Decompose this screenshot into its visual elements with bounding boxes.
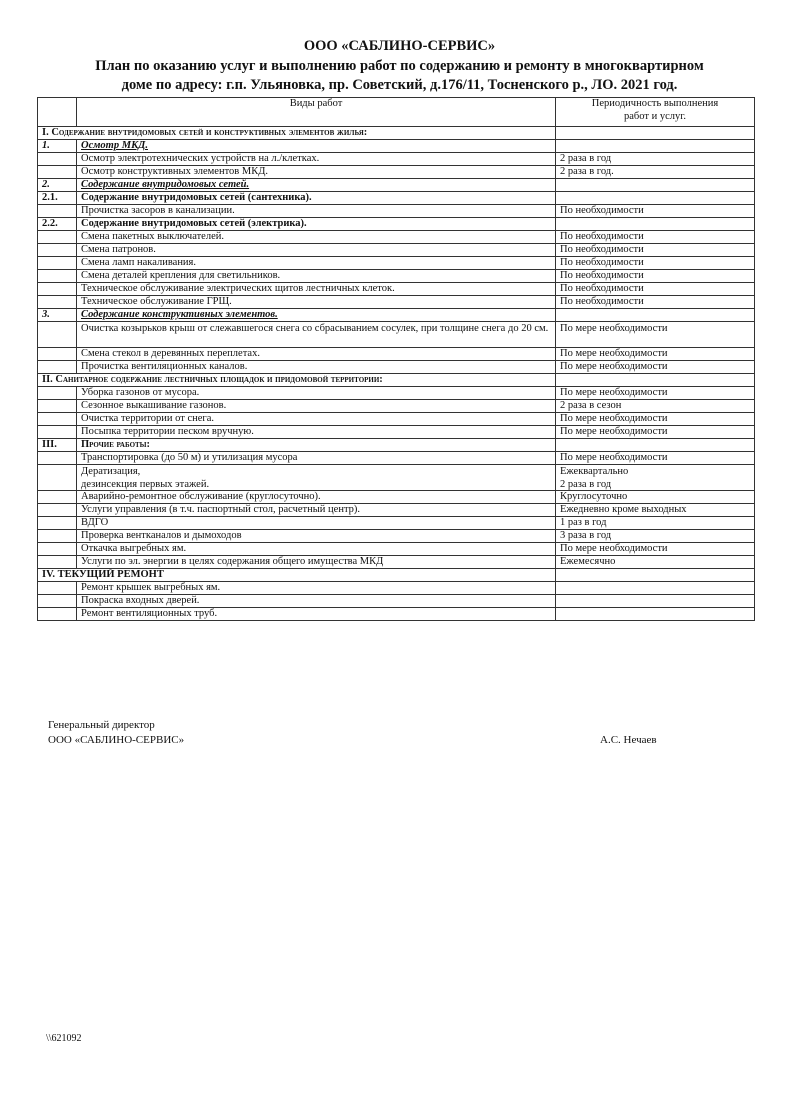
subsection-row [38, 218, 755, 231]
item-number [38, 257, 77, 270]
period-line: Ежеквартально [560, 466, 629, 477]
period-cell: По мере необходимости [556, 543, 755, 556]
period-cell [556, 218, 755, 231]
subsection-title: Содержание конструктивных элементов. [77, 309, 556, 322]
plan-table [37, 97, 755, 621]
section-title: II. Санитарное содержание лестничных площадок и придомовой территории: [38, 374, 556, 387]
work-cell: Прочистка засоров в канализации. [77, 205, 556, 218]
section-title: Прочие работы: [77, 439, 556, 452]
period-cell [556, 595, 755, 608]
table-row [38, 244, 755, 257]
work-cell: Смена пакетных выключателей. [77, 231, 556, 244]
signature-position: Генеральный директор [48, 719, 155, 731]
work-cell: Очистка козырьков крыш от слежавшегося снега со сбрасыванием сосулек, при толщине снега до 20 см. [77, 322, 556, 348]
period-cell [556, 465, 755, 491]
work-cell: Аварийно-ремонтное обслуживание (круглосуточно). [77, 491, 556, 504]
period-cell [556, 439, 755, 452]
period-cell [556, 374, 755, 387]
table-row [38, 413, 755, 426]
subsection-title: Осмотр МКД. [77, 140, 556, 153]
work-cell: Смена ламп накаливания. [77, 257, 556, 270]
table-row [38, 608, 755, 621]
item-number: III. [38, 439, 77, 452]
item-number [38, 244, 77, 257]
table-row [38, 556, 755, 569]
item-number [38, 426, 77, 439]
period-cell: По необходимости [556, 244, 755, 257]
period-cell [556, 309, 755, 322]
table-row [38, 387, 755, 400]
table-row [38, 530, 755, 543]
period-cell: 2 раза в год. [556, 166, 755, 179]
item-number [38, 205, 77, 218]
table-row [38, 400, 755, 413]
item-number [38, 400, 77, 413]
item-number: 3. [38, 309, 77, 322]
item-number [38, 530, 77, 543]
work-cell: Смена патронов. [77, 244, 556, 257]
work-cell: Прочистка вентиляционных каналов. [77, 361, 556, 374]
section-row [38, 569, 755, 582]
table-row [38, 296, 755, 309]
period-cell [556, 608, 755, 621]
item-number [38, 608, 77, 621]
table-row [38, 153, 755, 166]
table-row [38, 543, 755, 556]
plan-title-line1: План по оказанию услуг и выполнению работ по содержанию и ремонту в многоквартирном [95, 58, 704, 74]
work-cell [77, 465, 556, 491]
work-cell: Смена деталей крепления для светильников. [77, 270, 556, 283]
period-cell [556, 140, 755, 153]
subsection-row [38, 179, 755, 192]
period-cell: Ежемесячно [556, 556, 755, 569]
item-number: 1. [38, 140, 77, 153]
work-cell: Посыпка территории песком вручную. [77, 426, 556, 439]
subsection-title: Содержание внутридомовых сетей (электрика). [77, 218, 556, 231]
table-row [38, 582, 755, 595]
period-line: 2 раза в год [560, 479, 612, 490]
header-period-line1: Периодичность выполнения [591, 98, 719, 109]
item-number [38, 504, 77, 517]
item-number [38, 296, 77, 309]
period-cell [556, 127, 755, 140]
period-cell [556, 582, 755, 595]
period-cell: 2 раза в год [556, 153, 755, 166]
header-period [556, 98, 755, 127]
section-title: IV. ТЕКУЩИЙ РЕМОНТ [38, 569, 556, 582]
item-number [38, 543, 77, 556]
subsection-title: Содержание внутридомовых сетей. [77, 179, 556, 192]
item-number [38, 413, 77, 426]
item-number [38, 491, 77, 504]
work-cell: Проверка вентканалов и дымоходов [77, 530, 556, 543]
period-cell: По мере необходимости [556, 452, 755, 465]
period-cell: 2 раза в сезон [556, 400, 755, 413]
header-empty-cell [38, 98, 77, 127]
subsection-title: Содержание внутридомовых сетей (сантехника). [77, 192, 556, 205]
item-number [38, 582, 77, 595]
work-cell: Смена стекол в деревянных переплетах. [77, 348, 556, 361]
item-number [38, 166, 77, 179]
item-number [38, 595, 77, 608]
period-cell: 3 раза в год [556, 530, 755, 543]
work-cell: Очистка территории от снега. [77, 413, 556, 426]
table-row [38, 205, 755, 218]
table-row [38, 452, 755, 465]
table-row [38, 504, 755, 517]
plan-title-line2: доме по адресу: г.п. Ульяновка, пр. Советский, д.176/11, Тосненского р., ЛО. 2021 год. [121, 77, 678, 93]
period-cell [556, 179, 755, 192]
subsection-row [38, 309, 755, 322]
work-cell: Уборка газонов от мусора. [77, 387, 556, 400]
period-cell: По необходимости [556, 257, 755, 270]
table-header-row [38, 98, 755, 127]
work-cell: Услуги управления (в т.ч. паспортный стол, расчетный центр). [77, 504, 556, 517]
work-cell: Транспортировка (до 50 м) и утилизация мусора [77, 452, 556, 465]
company-title: ООО «САБЛИНО-СЕРВИС» [303, 38, 496, 54]
table-row [38, 231, 755, 244]
section-title: I. Содержание внутридомовых сетей и конструктивных элементов жилья: [38, 127, 556, 140]
work-cell: Техническое обслуживание ГРЩ. [77, 296, 556, 309]
table-row [38, 322, 755, 348]
table-row [38, 348, 755, 361]
table-row [38, 517, 755, 530]
work-cell: Покраска входных дверей. [77, 595, 556, 608]
table-row [38, 595, 755, 608]
item-number [38, 452, 77, 465]
section-row [38, 374, 755, 387]
signature-company: ООО «САБЛИНО-СЕРВИС» [48, 734, 185, 746]
item-number [38, 153, 77, 166]
table-row [38, 166, 755, 179]
period-cell: Ежедневно кроме выходных [556, 504, 755, 517]
table-row [38, 465, 755, 491]
period-cell: По необходимости [556, 270, 755, 283]
period-cell: Круглосуточно [556, 491, 755, 504]
subsection-row [38, 140, 755, 153]
work-line: Дератизация, [81, 466, 141, 477]
work-cell: ВДГО [77, 517, 556, 530]
item-number: 2. [38, 179, 77, 192]
period-cell: По мере необходимости [556, 413, 755, 426]
document-code: \\621092 [46, 1033, 82, 1044]
table-row [38, 491, 755, 504]
work-cell: Ремонт вентиляционных труб. [77, 608, 556, 621]
subsection-row [38, 192, 755, 205]
table-row [38, 257, 755, 270]
period-cell: По мере необходимости [556, 322, 755, 348]
section-row [38, 439, 755, 452]
period-cell: По необходимости [556, 231, 755, 244]
item-number [38, 283, 77, 296]
item-number [38, 348, 77, 361]
work-cell: Ремонт крышек выгребных ям. [77, 582, 556, 595]
work-cell: Осмотр конструктивных элементов МКД. [77, 166, 556, 179]
period-cell [556, 569, 755, 582]
item-number [38, 387, 77, 400]
work-cell: Осмотр электротехнических устройств на л./клетках. [77, 153, 556, 166]
period-cell: По необходимости [556, 296, 755, 309]
work-cell: Услуги по эл. энергии в целях содержания общего имущества МКД [77, 556, 556, 569]
period-cell: По мере необходимости [556, 426, 755, 439]
header-period-line2: работ и услуг. [624, 111, 686, 122]
item-number [38, 361, 77, 374]
period-cell: По необходимости [556, 205, 755, 218]
period-cell: 1 раз в год [556, 517, 755, 530]
table-row [38, 283, 755, 296]
item-number [38, 556, 77, 569]
item-number [38, 517, 77, 530]
period-cell: По мере необходимости [556, 348, 755, 361]
table-row [38, 361, 755, 374]
item-number: 2.1. [38, 192, 77, 205]
period-cell: По необходимости [556, 283, 755, 296]
period-cell: По мере необходимости [556, 387, 755, 400]
item-number [38, 322, 77, 348]
table-row [38, 426, 755, 439]
period-cell [556, 192, 755, 205]
table-row [38, 270, 755, 283]
item-number [38, 270, 77, 283]
period-cell: По мере необходимости [556, 361, 755, 374]
item-number [38, 465, 77, 491]
item-number [38, 231, 77, 244]
work-line: дезинсекция первых этажей. [81, 479, 210, 490]
work-cell: Техническое обслуживание электрических щитов лестничных клеток. [77, 283, 556, 296]
header-works: Виды работ [77, 98, 556, 127]
section-row [38, 127, 755, 140]
work-cell: Откачка выгребных ям. [77, 543, 556, 556]
signature-name: А.С. Нечаев [600, 734, 657, 746]
work-cell: Сезонное выкашивание газонов. [77, 400, 556, 413]
item-number: 2.2. [38, 218, 77, 231]
